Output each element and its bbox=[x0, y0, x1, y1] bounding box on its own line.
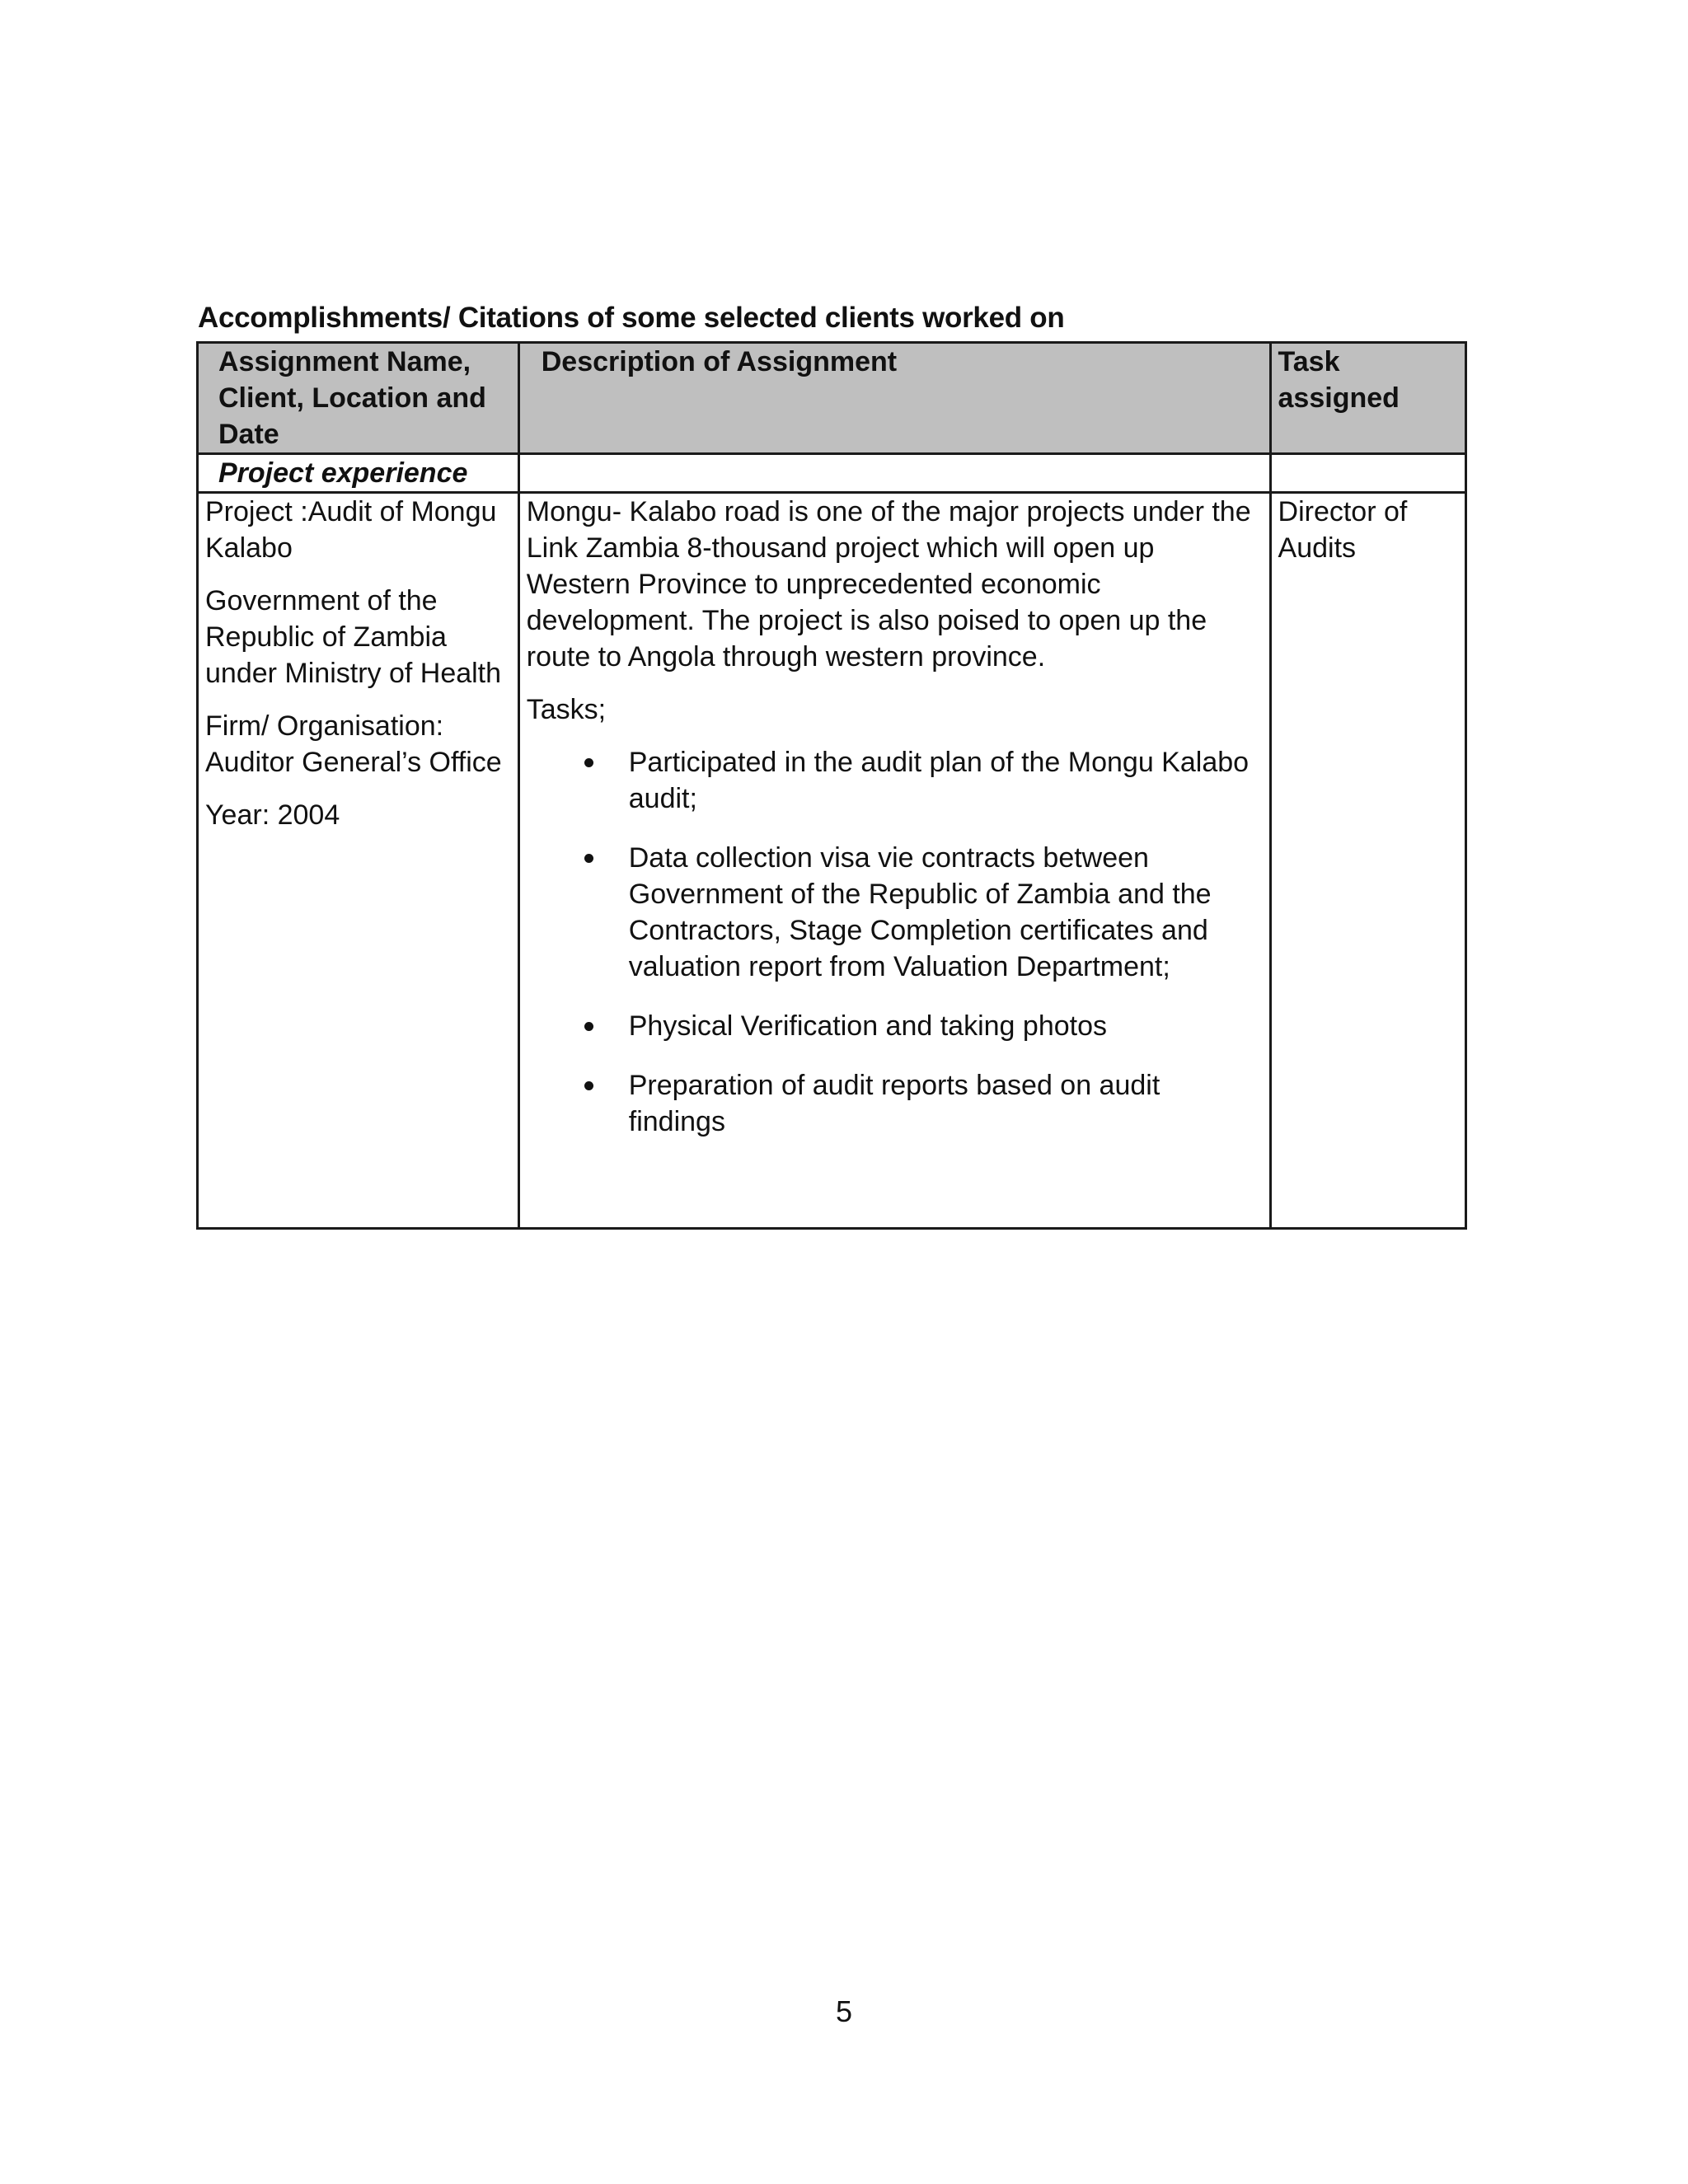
table-subheader-row bbox=[198, 454, 1466, 493]
bullet-icon bbox=[584, 1081, 593, 1090]
empty-cell bbox=[1270, 454, 1465, 493]
header-assignment-name: Assignment Name, Client, Location and Date bbox=[198, 343, 519, 454]
table-header-row bbox=[198, 343, 1466, 454]
project-experience-label: Project experience bbox=[218, 457, 468, 489]
description-intro: Mongu- Kalabo road is one of the major projects under the Link Zambia 8-thousand project which will open up Western Province to unprecedented economic development. The project is also poised to open up the route to Angola through western province. bbox=[526, 496, 1251, 673]
description-cell bbox=[518, 493, 1270, 1229]
project-experience-cell bbox=[198, 454, 519, 493]
table-row bbox=[198, 493, 1466, 1229]
assignments-table bbox=[196, 341, 1467, 1230]
header-task-assigned: Task assigned bbox=[1270, 343, 1465, 454]
page-number: 5 bbox=[835, 1994, 853, 2028]
list-item: Participated in the audit plan of the Mongu Kalabo audit; bbox=[527, 744, 1263, 817]
project-name: Project :Audit of Mongu Kalabo bbox=[205, 496, 497, 564]
task-assigned-cell bbox=[1270, 493, 1465, 1229]
list-item: Preparation of audit reports based on audit findings bbox=[527, 1067, 1263, 1140]
task-assigned-text: Director of Audits bbox=[1278, 496, 1408, 564]
section-heading: Accomplishments/ Citations of some selected clients worked on bbox=[198, 302, 1065, 334]
bullet-icon bbox=[584, 758, 593, 767]
firm-name: Firm/ Organisation: Auditor General’s Office bbox=[205, 710, 502, 778]
assignment-cell bbox=[198, 493, 519, 1229]
empty-cell bbox=[518, 454, 1270, 493]
header-description: Description of Assignment bbox=[518, 343, 1270, 454]
list-item: Data collection visa vie contracts between Government of the Republic of Zambia and the Contractors, Stage Completion certificates and valuation report from Valuation Department; bbox=[527, 840, 1263, 985]
bullet-icon bbox=[584, 854, 593, 863]
task-list bbox=[527, 744, 1263, 1140]
client-name: Government of the Republic of Zambia under Ministry of Health bbox=[205, 585, 502, 689]
list-item: Physical Verification and taking photos bbox=[527, 1008, 1263, 1044]
project-year: Year: 2004 bbox=[205, 799, 340, 831]
bullet-icon bbox=[584, 1022, 593, 1031]
tasks-label: Tasks; bbox=[526, 694, 607, 725]
